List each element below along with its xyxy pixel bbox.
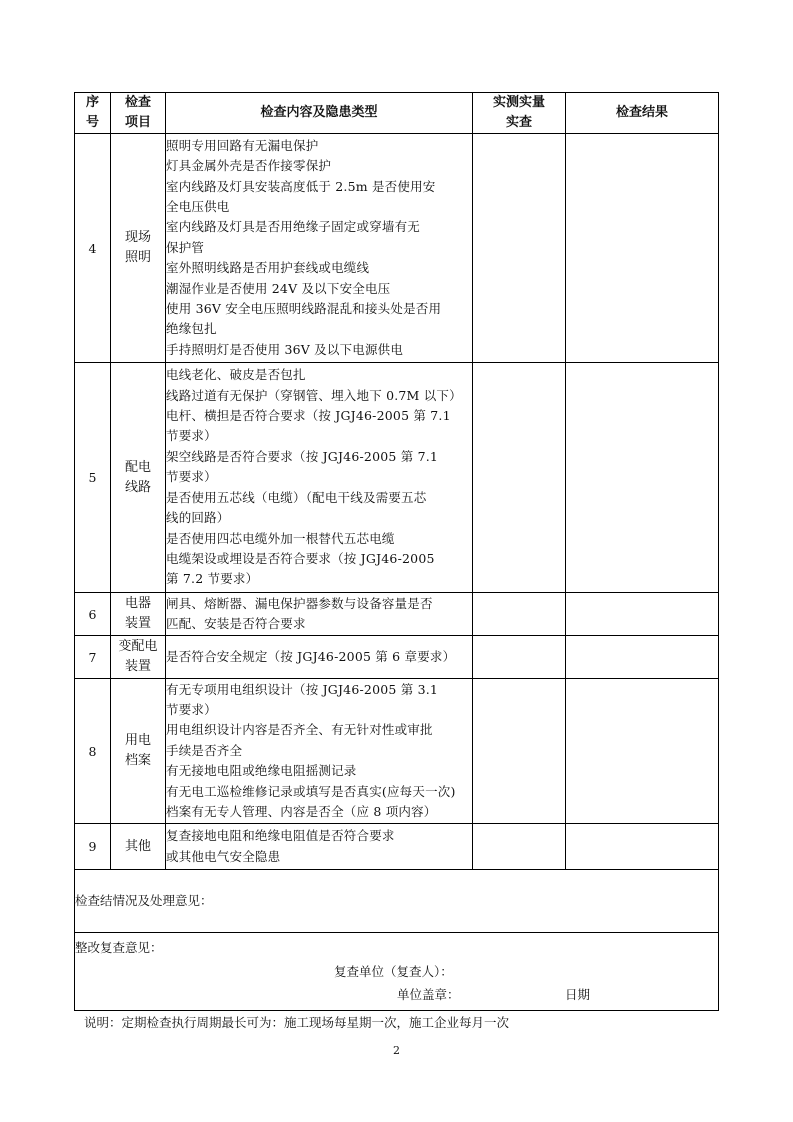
row-item-line: 装置 [124, 616, 151, 631]
inspection-opinion-cell[interactable] [75, 870, 719, 933]
content-line: 有无专项用电组织设计（按 JGJ46-2005 第 3.1 [166, 681, 439, 697]
row-seq: 7 [75, 636, 111, 679]
row-item [111, 134, 166, 363]
result-cell[interactable] [566, 824, 719, 870]
content-line: 使用 36V 安全电压照明线路混乱和接头处是否用 [166, 301, 442, 317]
header-result: 检查结果 [566, 93, 719, 134]
inspection-opinion-row [75, 870, 719, 933]
row-content [166, 134, 473, 363]
measured-cell[interactable] [473, 824, 566, 870]
result-cell[interactable] [566, 636, 719, 679]
result-cell[interactable] [566, 593, 719, 636]
content-line: 或其他电气安全隐患 [166, 848, 281, 864]
header-row [75, 93, 719, 134]
reviewer-label: 复查单位（复查人）： [334, 963, 453, 979]
review-label: 整改复查意见： [75, 939, 163, 955]
header-content: 检查内容及隐患类型 [166, 93, 473, 134]
content-line: 节要求） [166, 469, 217, 485]
seal-date-line [75, 985, 718, 1010]
header-item-line2: 项目 [124, 115, 151, 130]
content-line: 匹配、安装是否符合要求 [166, 616, 306, 631]
review-cell[interactable] [75, 933, 719, 1011]
content-line: 手续是否齐全 [166, 742, 243, 758]
result-cell[interactable] [566, 363, 719, 593]
row-item-line: 照明 [124, 250, 151, 265]
inspection-table [74, 92, 719, 1011]
row-item [111, 593, 166, 636]
header-seq-line1: 序 [85, 95, 99, 110]
header-measured-line1: 实测实量 [492, 95, 545, 110]
row-item [111, 636, 166, 679]
header-seq-line2: 号 [85, 115, 99, 130]
measured-cell[interactable] [473, 593, 566, 636]
row-content [166, 636, 473, 679]
content-line: 照明专用回路有无漏电保护 [166, 137, 319, 153]
content-line: 绝缘包扎 [166, 321, 217, 337]
row-item-line: 线路 [124, 479, 151, 495]
row-item [111, 824, 166, 870]
content-line: 第 7.2 节要求） [166, 571, 259, 587]
header-measured-line2: 实查 [505, 115, 532, 130]
inspection-sheet [74, 92, 718, 1011]
row-item-line: 其他 [124, 838, 151, 854]
row-seq: 5 [75, 363, 111, 593]
table-row [75, 363, 719, 593]
content-line: 档案有无专人管理、内容是否全（应 8 项内容） [166, 804, 437, 820]
content-line: 节要求） [166, 701, 217, 717]
content-line: 线路过道有无保护（穿钢管、埋入地下 0.7M 以下） [166, 387, 462, 403]
table-row [75, 593, 719, 636]
content-line: 室内线路及灯具安装高度低于 2.5m 是否使用安 [166, 178, 436, 194]
row-item-line: 配电 [124, 459, 151, 475]
content-line: 是否符合安全规定（按 JGJ46-2005 第 6 章要求） [166, 648, 456, 664]
row-item-line: 装置 [124, 659, 151, 674]
measured-cell[interactable] [473, 134, 566, 363]
row-content [166, 824, 473, 870]
date-label: 日期 [565, 986, 591, 1002]
row-content [166, 363, 473, 593]
row-item-line: 现场 [124, 230, 151, 245]
content-line: 用电组织设计内容是否齐全、有无针对性或审批 [166, 722, 433, 738]
header-seq [75, 93, 111, 134]
row-seq: 6 [75, 593, 111, 636]
result-cell[interactable] [566, 134, 719, 363]
content-line: 电线老化、破皮是否包扎 [166, 367, 306, 383]
content-line: 室外照明线路是否用护套线或电缆线 [166, 260, 370, 276]
content-line: 有无接地电阻或绝缘电阻摇测记录 [166, 763, 357, 779]
row-content [166, 679, 473, 824]
table-row [75, 636, 719, 679]
content-line: 是否使用四芯电缆外加一根替代五芯电缆 [166, 530, 395, 546]
row-seq: 9 [75, 824, 111, 870]
content-line: 线的回路） [166, 510, 230, 526]
content-line: 有无电工巡检维修记录或填写是否真实(应每天一次) [166, 783, 456, 799]
content-line: 复查接地电阻和绝缘电阻值是否符合要求 [166, 828, 395, 844]
measured-cell[interactable] [473, 363, 566, 593]
table-row [75, 679, 719, 824]
content-line: 全电压供电 [166, 198, 230, 214]
content-line: 手持照明灯是否使用 36V 及以下电源供电 [166, 341, 404, 357]
content-line: 室内线路及灯具是否用绝缘子固定或穿墙有无 [166, 219, 421, 235]
row-item-line: 电器 [124, 596, 151, 611]
content-line: 保护管 [166, 239, 205, 255]
row-item [111, 679, 166, 824]
row-item-line: 变配电 [118, 639, 158, 654]
measured-cell[interactable] [473, 636, 566, 679]
content-line: 闸具、熔断器、漏电保护器参数与设备容量是否 [166, 595, 433, 611]
row-item-line: 用电 [124, 733, 151, 748]
content-line: 潮湿作业是否使用 24V 及以下安全电压 [166, 280, 391, 296]
row-item-line: 档案 [124, 753, 151, 768]
header-measured [473, 93, 566, 134]
inspection-opinion-label: 检查结情况及处理意见： [75, 893, 213, 908]
header-item [111, 93, 166, 134]
header-item-line1: 检查 [124, 95, 151, 110]
content-line: 节要求） [166, 428, 217, 444]
measured-cell[interactable] [473, 679, 566, 824]
reviewer-line [75, 960, 718, 985]
page-number: 2 [393, 1044, 400, 1057]
content-line: 架空线路是否符合要求（按 JGJ46-2005 第 7.1 [166, 448, 439, 464]
row-seq: 8 [75, 679, 111, 824]
seal-label: 单位盖章： [397, 986, 460, 1002]
result-cell[interactable] [566, 679, 719, 824]
content-line: 灯具金属外壳是否作接零保护 [166, 158, 332, 174]
review-row [75, 933, 719, 1011]
table-row [75, 824, 719, 870]
content-line: 是否使用五芯线（电缆）（配电干线及需要五芯 [166, 489, 427, 505]
row-content [166, 593, 473, 636]
row-seq: 4 [75, 134, 111, 363]
footnote: 说明：定期检查执行周期最长可为：施工现场每星期一次，施工企业每月一次 [84, 1015, 510, 1030]
table-row [75, 134, 719, 363]
content-line: 电缆架设或埋设是否符合要求（按 JGJ46-2005 [166, 550, 435, 566]
content-line: 电杆、横担是否符合要求（按 JGJ46-2005 第 7.1 [166, 408, 451, 424]
row-item [111, 363, 166, 593]
